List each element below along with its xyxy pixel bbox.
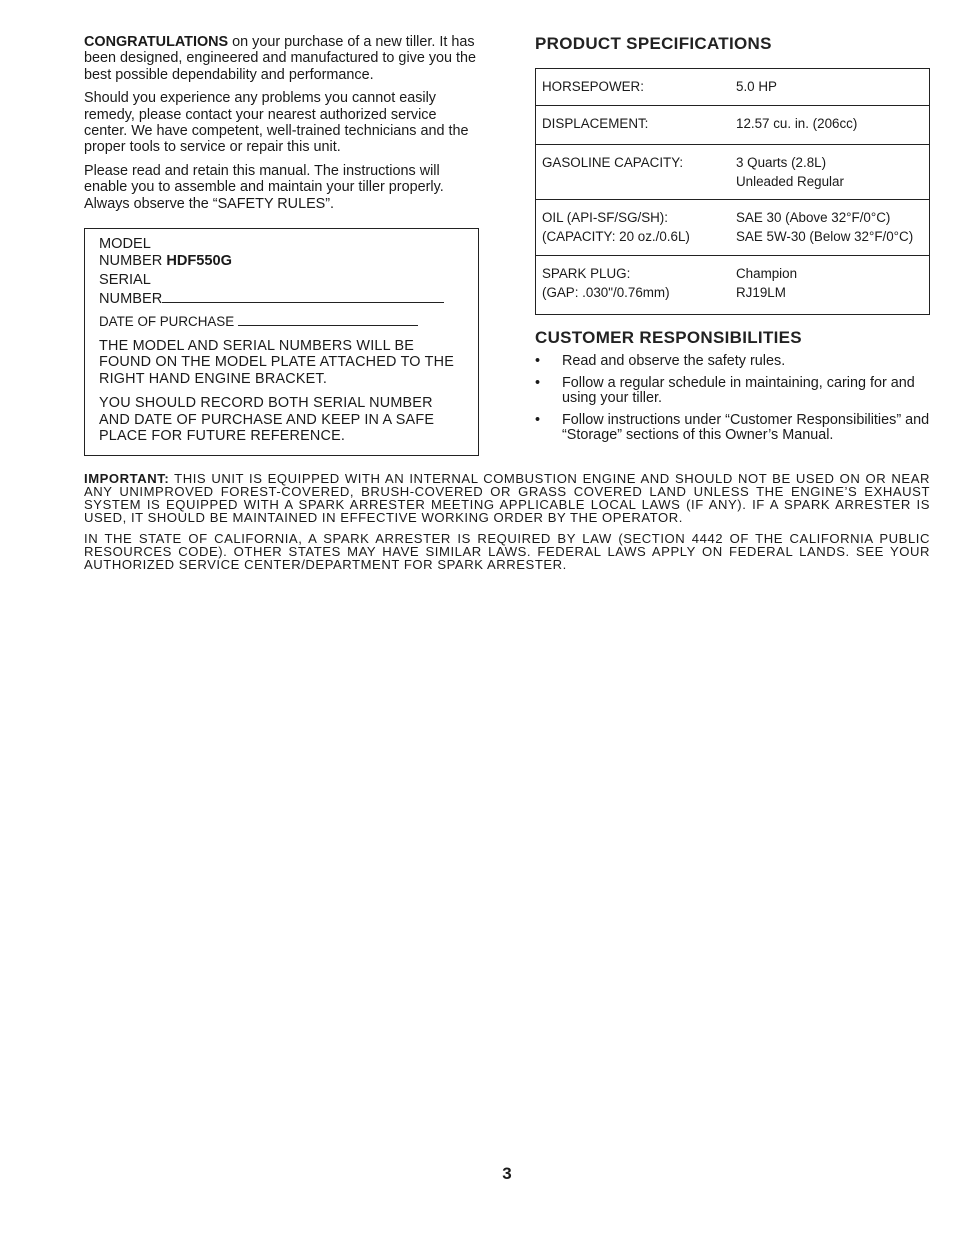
important-para-1: IMPORTANT: THIS UNIT IS EQUIPPED WITH AN INTERNAL COMBUSTION ENGINE AND SHOULD NOT BE USED ON OR NEAR ANY UNIMPROVED FOREST-COVERED, BRUSH-COVERED OR GRASS COVERED LAND UNLESS THE ENGINE’S EXHAUST SYSTEM IS EQUIPPED WITH A SPARK ARRESTER MEETING APPLICABLE LOCAL LAWS (IF ANY). IF A SPARK ARRESTER IS USED, IT SHOULD BE MAINTAINED IN EFFECTIVE WORKING ORDER BY THE OPERATOR. — [84, 471, 930, 525]
list-item: • Read and observe the safety rules. — [535, 353, 786, 369]
serial-number-line — [99, 289, 464, 308]
spec-value: 3 Quarts (2.8L) Unleaded Regular — [736, 155, 844, 189]
serial-number-label: NUMBER — [99, 290, 163, 307]
spec-table — [535, 68, 930, 315]
important-para-2: IN THE STATE OF CALIFORNIA, A SPARK ARRESTER IS REQUIRED BY LAW (SECTION 4442 OF THE CALIFORNIA PUBLIC RESOURCES CODE). OTHER STATES MAY HAVE SIMILAR LAWS. FEDERAL LAWS APPLY ON FEDERAL LANDS. SEE YOUR AUTHORIZED SERVICE CENTER/DEPARTMENT FOR SPARK ARRESTER. — [84, 531, 930, 572]
important-label: IMPORTANT: — [84, 471, 170, 486]
plate-note: THE MODEL AND SERIAL NUMBERS WILL BE FOUND ON THE MODEL PLATE ATTACHED TO THE RIGHT HAND ENGINE BRACKET. — [99, 338, 455, 387]
list-item: • Follow a regular schedule in maintaining, caring for and using your tiller. — [535, 374, 915, 407]
customer-heading-wrap — [535, 328, 802, 348]
bullet: • — [535, 353, 541, 369]
congrats-bold: CONGRATULATIONS — [84, 34, 229, 50]
bullet: • — [535, 374, 541, 391]
spec-row-gasoline — [536, 145, 929, 200]
spec-label: SPARK PLUG: (GAP: .030"/0.76mm) — [542, 266, 670, 300]
spec-label: GASOLINE CAPACITY: — [542, 155, 684, 170]
model-number-line — [99, 253, 464, 270]
spec-label: HORSEPOWER: — [542, 79, 644, 94]
intro-section — [84, 34, 480, 219]
spec-value: 12.57 cu. in. (206cc) — [736, 116, 858, 131]
model-label: MODEL — [99, 236, 151, 252]
model-number: HDF550G — [166, 252, 233, 269]
bullet: • — [535, 411, 541, 428]
number-label: NUMBER — [99, 252, 163, 269]
intro-congratulations — [84, 34, 480, 83]
intro-problems: Should you experience any problems you cannot easily remedy, please contact your nearest authorized service center. We have competent, well-trained technicians and the proper tools to service or repair this unit. — [84, 90, 469, 156]
list-item: • Follow instructions under “Customer Responsibilities” and “Storage” sections of this Owner’s Manual. — [535, 411, 930, 444]
spec-label: OIL (API-SF/SG/SH): (CAPACITY: 20 oz./0.6L) — [542, 210, 690, 244]
important-section — [84, 472, 930, 579]
date-label: DATE OF PURCHASE — [99, 314, 235, 329]
intro-retain: Please read and retain this manual. The instructions will enable you to assemble and maintain your tiller properly. Always observe the “SAFETY RULES”. — [84, 162, 444, 212]
serial-number-blank — [162, 289, 444, 303]
customer-list — [535, 354, 931, 450]
spec-value: SAE 30 (Above 32°F/0°C) SAE 5W-30 (Below 32°F/0°C) — [736, 210, 914, 244]
congrats-text: on your purchase of a new tiller. It has been designed, engineered and manufactured to give you the best possible dependability and performance. — [84, 34, 477, 83]
spec-row-oil — [536, 200, 929, 256]
spec-value: Champion RJ19LM — [736, 266, 798, 300]
serial-label: SERIAL — [99, 272, 151, 288]
specs-heading-wrap — [535, 34, 931, 54]
record-box — [84, 228, 479, 456]
specs-heading: PRODUCT SPECIFICATIONS — [535, 34, 772, 53]
spec-label: DISPLACEMENT: — [542, 116, 649, 131]
date-blank — [238, 312, 418, 326]
record-note: YOU SHOULD RECORD BOTH SERIAL NUMBER AND DATE OF PURCHASE AND KEEP IN A SAFE PLACE FOR FUTURE REFERENCE. — [99, 395, 435, 445]
date-line — [99, 312, 464, 330]
spec-value: 5.0 HP — [736, 79, 777, 94]
page-number: 3 — [502, 1164, 512, 1183]
spec-row-horsepower — [536, 69, 929, 106]
spec-row-spark-plug — [536, 256, 929, 314]
spec-row-displacement — [536, 106, 929, 145]
customer-heading: CUSTOMER RESPONSIBILITIES — [535, 328, 802, 347]
